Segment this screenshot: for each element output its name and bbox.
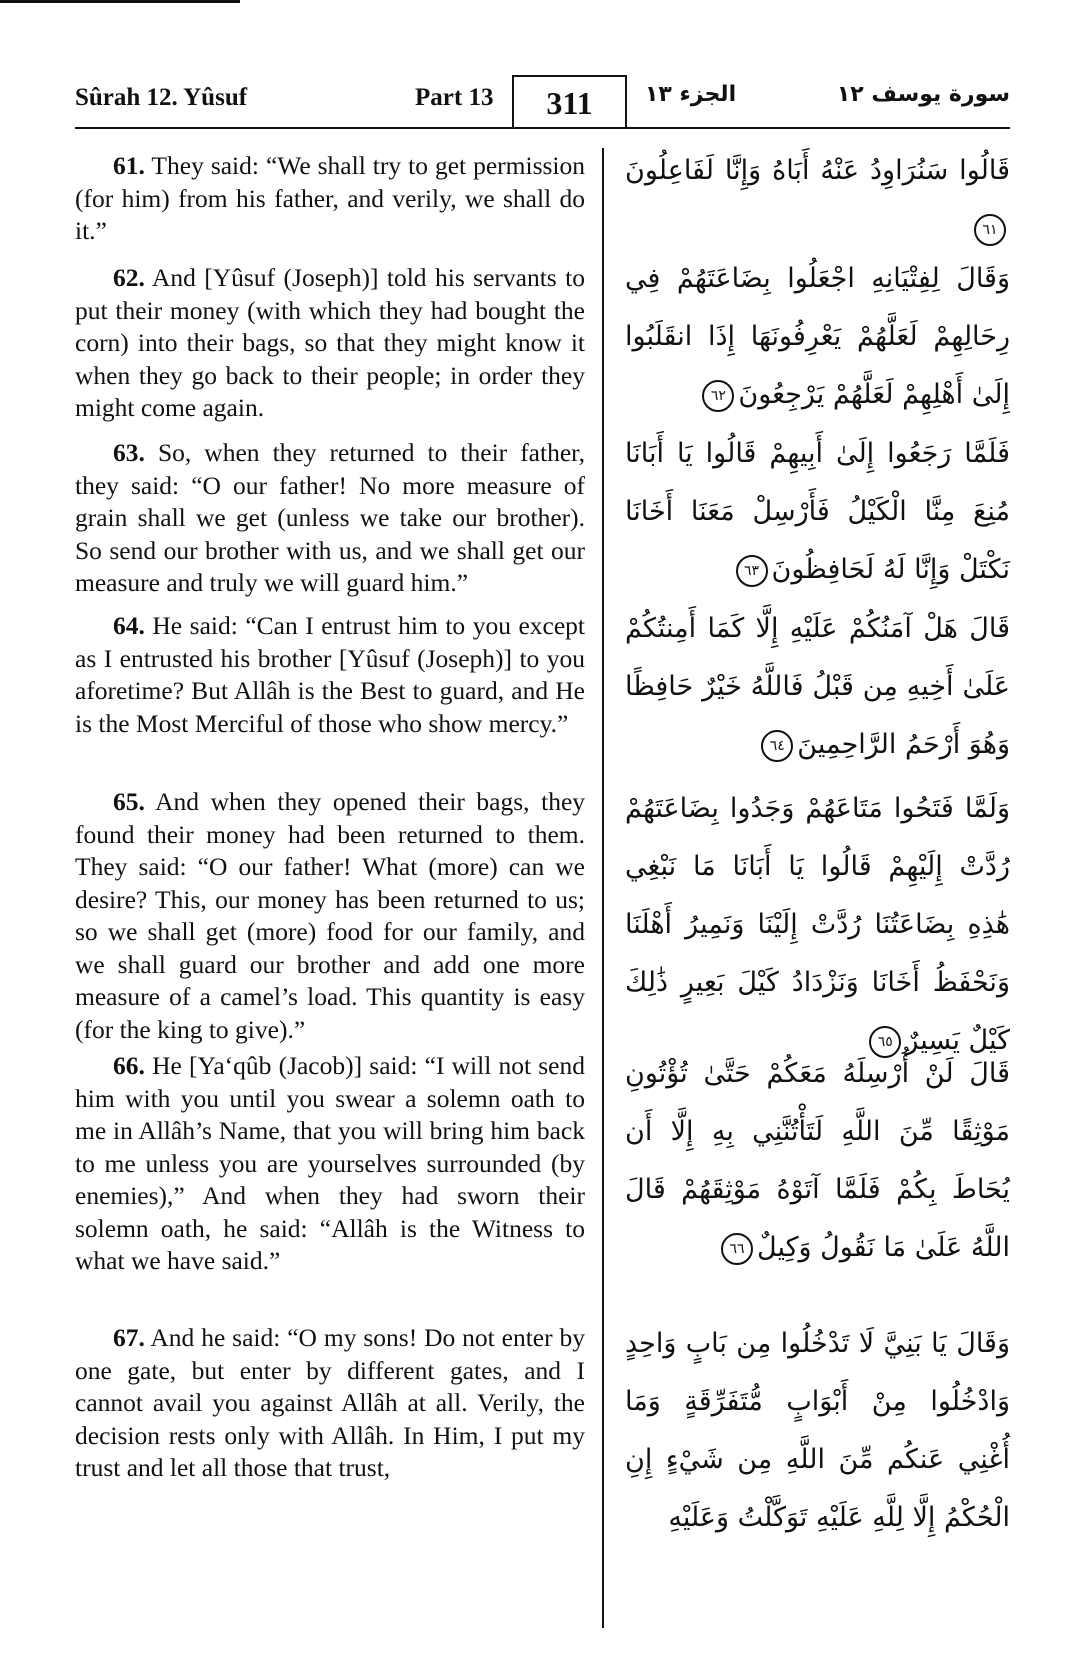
verse-ar-66: [625, 1045, 1010, 1277]
ayah-end-marker: ٦٥: [869, 1026, 901, 1058]
ayah-end-marker: ٦١: [974, 214, 1006, 246]
verse-ar-63: [625, 425, 1010, 599]
ayah-end-marker: ٦٢: [702, 380, 734, 412]
verse-en-61: [75, 150, 585, 248]
verse-text: They said: “We shall try to get permission (for him) from his father, and verily, we shall do it.”: [75, 151, 585, 245]
verse-number: 62.: [113, 263, 145, 292]
verse-text: And when they opened their bags, they found their money had been returned to them. They said: “O our father! What (more) can we desire? This, our money has been returned to us; so we shall get (more) food for our family, and we shall guard our brother and add one more measure of a camel’s load. This quantity is easy (for the king to give).”: [75, 787, 586, 1044]
surah-title-en: Sûrah 12. Yûsuf: [75, 84, 248, 111]
column-divider: [602, 148, 604, 1628]
arabic-verse-text: قَالُوا سَنُرَاوِدُ عَنْهُ أَبَاهُ وَإِنَّا لَفَاعِلُونَ: [625, 155, 1010, 186]
verse-number: 61.: [113, 151, 145, 180]
verse-text: He said: “Can I entrust him to you except as I entrusted his brother [Yûsuf (Joseph)] to you aforetime? But Allâh is the Best to guard, and He is the Most Merciful of those who show mercy.”: [75, 611, 585, 738]
verse-text: So, when they returned to their father, they said: “O our father! No more measure of grain shall we get (unless we take our brother). So send our brother with us, and we shall get our measure and truly we will guard him.”: [75, 438, 586, 597]
ayah-end-marker: ٦٣: [736, 555, 768, 587]
verse-number: 65.: [113, 787, 145, 816]
part-label-ar: الجزء ١٣: [645, 82, 737, 107]
verse-text: And he said: “O my sons! Do not enter by one gate, but enter by different gates, and I cannot avail you against Allâh at all. Verily, the decision rests only with Allâh. In Him, I put my trust and let all those that trust,: [75, 1323, 586, 1482]
ayah-end-marker: ٦٤: [761, 730, 793, 762]
arabic-verse-text: وَقَالَ لِفِتْيَانِهِ اجْعَلُوا بِضَاعَتَهُمْ فِي رِحَالِهِمْ لَعَلَّهُمْ يَعْرِفُونَهَا إِذَا انقَلَبُوا إِلَىٰ أَهْلِهِمْ لَعَلَّهُمْ يَرْجِعُونَ: [625, 263, 1010, 410]
verse-en-63: [75, 437, 585, 600]
verse-ar-67: [625, 1315, 1010, 1547]
arabic-verse-text: وَقَالَ يَا بَنِيَّ لَا تَدْخُلُوا مِن بَابٍ وَاحِدٍ وَادْخُلُوا مِنْ أَبْوَابٍ مُّتَفَرِّقَةٍ وَمَا أُغْنِي عَنكُم مِّنَ اللَّهِ مِن شَيْءٍ إِنِ الْحُكْمُ إِلَّا لِلَّهِ عَلَيْهِ تَوَكَّلْتُ وَعَلَيْهِ: [625, 1328, 1010, 1533]
header-rule: [75, 127, 1010, 129]
surah-title-ar: سورة يوسف ١٢: [836, 82, 1010, 107]
page-header: [75, 78, 1010, 128]
verse-en-62: [75, 262, 585, 425]
verse-ar-61: [625, 142, 1010, 258]
verse-en-66: [75, 1050, 585, 1278]
page-number: 311: [512, 75, 627, 129]
verse-text: He [Ya‘qûb (Jacob)] said: “I will not send him with you until you swear a solemn oath to me in Allâh’s Name, that you will bring him back to me unless you are yourselves surrounded (by enemies),” And when they had sworn their solemn oath, he said: “Allâh is the Witness to what we have said.”: [75, 1051, 585, 1275]
verse-number: 63.: [113, 438, 145, 467]
verse-number: 66.: [113, 1051, 145, 1080]
verse-ar-62: [625, 250, 1010, 424]
verse-ar-65: [625, 780, 1010, 1070]
part-label-en: Part 13: [415, 84, 494, 111]
verse-text: And [Yûsuf (Joseph)] told his servants to put their money (with which they had bought the corn) into their bags, so that they might know it when they go back to their people; in order they might come again.: [75, 263, 586, 422]
arabic-verse-text: وَلَمَّا فَتَحُوا مَتَاعَهُمْ وَجَدُوا بِضَاعَتَهُمْ رُدَّتْ إِلَيْهِمْ قَالُوا يَا أَبَانَا مَا نَبْغِي هَٰذِهِ بِضَاعَتُنَا رُدَّتْ إِلَيْنَا وَنَمِيرُ أَهْلَنَا وَنَحْفَظُ أَخَانَا وَنَزْدَادُ كَيْلَ بَعِيرٍ ذَٰلِكَ كَيْلٌ يَسِيرٌ: [625, 793, 1010, 1056]
verse-en-65: [75, 786, 585, 1046]
verse-number: 64.: [113, 611, 145, 640]
verse-ar-64: [625, 600, 1010, 774]
verse-number: 67.: [113, 1323, 145, 1352]
ayah-end-marker: ٦٦: [721, 1233, 753, 1265]
arabic-verse-text: قَالَ لَنْ أُرْسِلَهُ مَعَكُمْ حَتَّىٰ تُؤْتُونِ مَوْثِقًا مِّنَ اللَّهِ لَتَأْتُنَّنِي بِهِ إِلَّا أَن يُحَاطَ بِكُمْ فَلَمَّا آتَوْهُ مَوْثِقَهُمْ قَالَ اللَّهُ عَلَىٰ مَا نَقُولُ وَكِيلٌ: [625, 1058, 1010, 1263]
top-corner-rule: [0, 0, 240, 3]
arabic-verse-text: فَلَمَّا رَجَعُوا إِلَىٰ أَبِيهِمْ قَالُوا يَا أَبَانَا مُنِعَ مِنَّا الْكَيْلُ فَأَرْسِلْ مَعَنَا أَخَانَا نَكْتَلْ وَإِنَّا لَهُ لَحَافِظُونَ: [625, 438, 1010, 585]
verse-en-64: [75, 610, 585, 740]
verse-en-67: [75, 1322, 585, 1485]
arabic-verse-text: قَالَ هَلْ آمَنُكُمْ عَلَيْهِ إِلَّا كَمَا أَمِنتُكُمْ عَلَىٰ أَخِيهِ مِن قَبْلُ فَاللَّهُ خَيْرٌ حَافِظًا وَهُوَ أَرْحَمُ الرَّاحِمِينَ: [625, 613, 1010, 760]
